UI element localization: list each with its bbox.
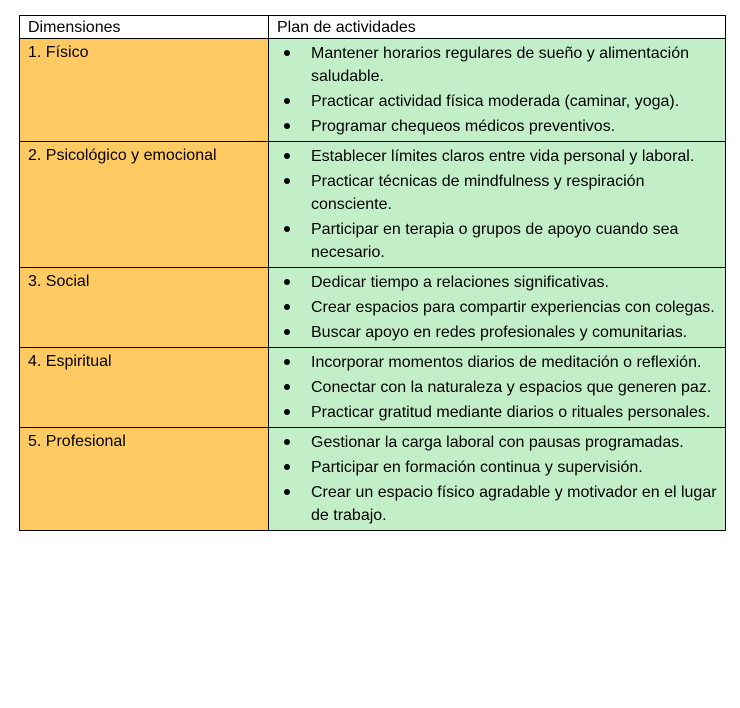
- activities-cell: [269, 142, 726, 268]
- activity-list: [269, 271, 719, 344]
- list-item: Gestionar la carga laboral con pausas programadas.: [269, 431, 719, 454]
- dimension-cell: 1. Físico: [20, 39, 269, 142]
- list-item: Practicar actividad física moderada (caminar, yoga).: [269, 90, 719, 113]
- list-item: Establecer límites claros entre vida personal y laboral.: [269, 145, 719, 168]
- list-item: Crear un espacio físico agradable y motivador en el lugar de trabajo.: [269, 481, 719, 527]
- dimension-cell: 3. Social: [20, 268, 269, 348]
- activities-cell: [269, 428, 726, 531]
- activity-list: [269, 431, 719, 527]
- header-row: [20, 16, 726, 39]
- activity-list: [269, 145, 719, 264]
- activities-cell: [269, 39, 726, 142]
- list-item: Participar en formación continua y supervisión.: [269, 456, 719, 479]
- activities-table: [19, 15, 726, 531]
- list-item: Crear espacios para compartir experiencias con colegas.: [269, 296, 719, 319]
- header-dimensiones: Dimensiones: [20, 16, 269, 39]
- list-item: Incorporar momentos diarios de meditación o reflexión.: [269, 351, 719, 374]
- list-item: Mantener horarios regulares de sueño y alimentación saludable.: [269, 42, 719, 88]
- table-row: [20, 428, 726, 531]
- list-item: Practicar técnicas de mindfulness y respiración consciente.: [269, 170, 719, 216]
- dimension-cell: 5. Profesional: [20, 428, 269, 531]
- list-item: Buscar apoyo en redes profesionales y comunitarias.: [269, 321, 719, 344]
- activity-list: [269, 42, 719, 138]
- activities-cell: [269, 268, 726, 348]
- header-plan-de-actividades: Plan de actividades: [269, 16, 726, 39]
- list-item: Participar en terapia o grupos de apoyo cuando sea necesario.: [269, 218, 719, 264]
- dimension-cell: 4. Espiritual: [20, 348, 269, 428]
- table-row: [20, 268, 726, 348]
- activities-cell: [269, 348, 726, 428]
- table-row: [20, 39, 726, 142]
- table-row: [20, 348, 726, 428]
- activity-list: [269, 351, 719, 424]
- list-item: Dedicar tiempo a relaciones significativas.: [269, 271, 719, 294]
- list-item: Conectar con la naturaleza y espacios que generen paz.: [269, 376, 719, 399]
- dimension-cell: 2. Psicológico y emocional: [20, 142, 269, 268]
- table-row: [20, 142, 726, 268]
- list-item: Programar chequeos médicos preventivos.: [269, 115, 719, 138]
- list-item: Practicar gratitud mediante diarios o rituales personales.: [269, 401, 719, 424]
